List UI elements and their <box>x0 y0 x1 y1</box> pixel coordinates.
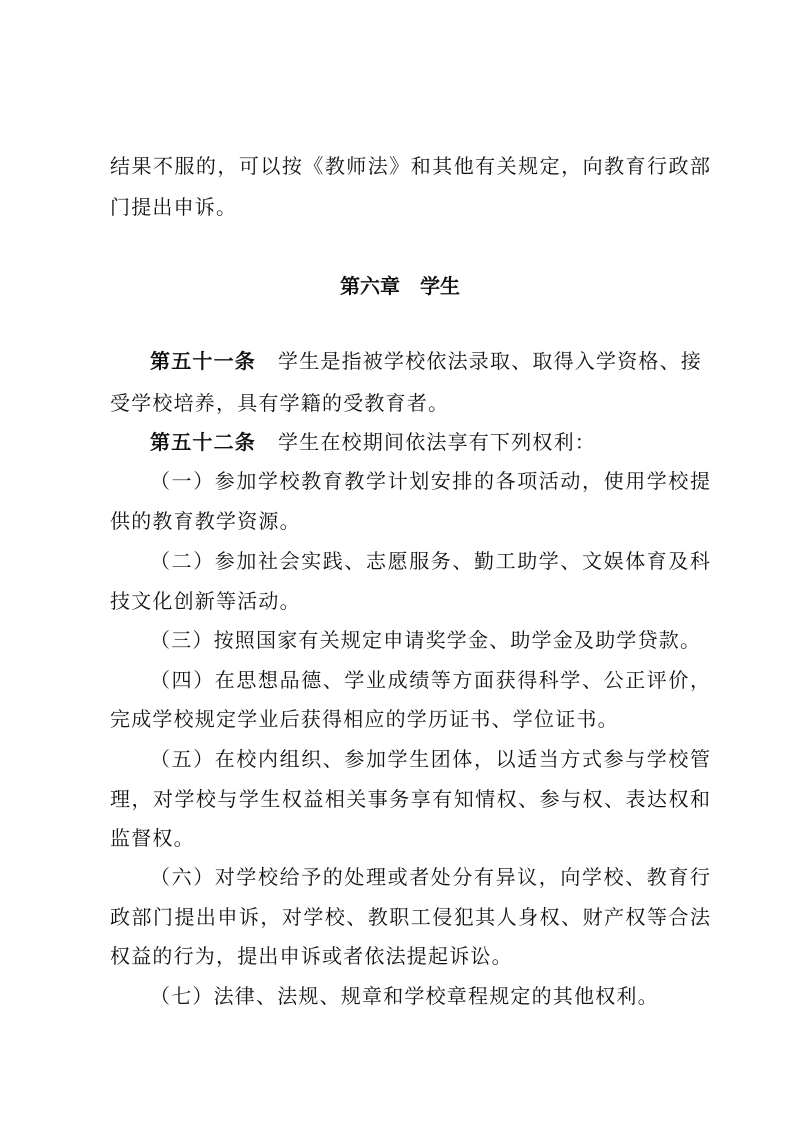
list-item-line: （三）按照国家有关规定申请奖学金、助学金及助学贷款。 <box>150 628 702 652</box>
body-text-line: 结果不服的，可以按《教师法》和其他有关规定，向教育行政部 <box>110 154 710 178</box>
list-item-line: （五）在校内组织、参加学生团体，以适当方式参与学校管 <box>150 747 710 771</box>
article-text: 学生是指被学校依法录取、取得入学资格、接 <box>278 349 702 373</box>
list-item-line: 完成学校规定学业后获得相应的学历证书、学位证书。 <box>110 707 619 731</box>
list-item-line: 技文化创新等活动。 <box>110 589 301 613</box>
chapter-number: 第六章 <box>340 274 400 298</box>
article-51-line <box>150 347 710 375</box>
list-item-line: （六）对学校给予的处理或者处分有异议，向学校、教育行 <box>150 865 710 889</box>
body-text-line: 门提出申诉。 <box>110 195 238 219</box>
article-text: 学生在校期间依法享有下列权利： <box>278 430 596 454</box>
list-item-line: 权益的行为，提出申诉或者依法提起诉讼。 <box>110 944 513 968</box>
list-item-line: （四）在思想品德、学业成绩等方面获得科学、公正评价， <box>150 668 710 692</box>
article-label: 第五十二条 <box>150 430 256 454</box>
chapter-heading <box>0 272 800 300</box>
list-item-line: 理，对学校与学生权益相关事务享有知情权、参与权、表达权和 <box>110 787 710 811</box>
list-item-line: 供的教育教学资源。 <box>110 509 301 533</box>
article-label: 第五十一条 <box>150 349 256 373</box>
list-item-line: （二）参加社会实践、志愿服务、勤工助学、文娱体育及科 <box>150 549 710 573</box>
article-52-line <box>150 428 710 456</box>
body-text-line: 受学校培养，具有学籍的受教育者。 <box>110 391 450 415</box>
list-item-line: 政部门提出申诉，对学校、教职工侵犯其人身权、财产权等合法 <box>110 905 710 929</box>
list-item-line: （一）参加学校教育教学计划安排的各项活动，使用学校提 <box>150 469 710 493</box>
chapter-title: 学生 <box>420 274 460 298</box>
list-item-line: 监督权。 <box>110 826 195 850</box>
list-item-line: （七）法律、法规、规章和学校章程规定的其他权利。 <box>150 984 659 1008</box>
